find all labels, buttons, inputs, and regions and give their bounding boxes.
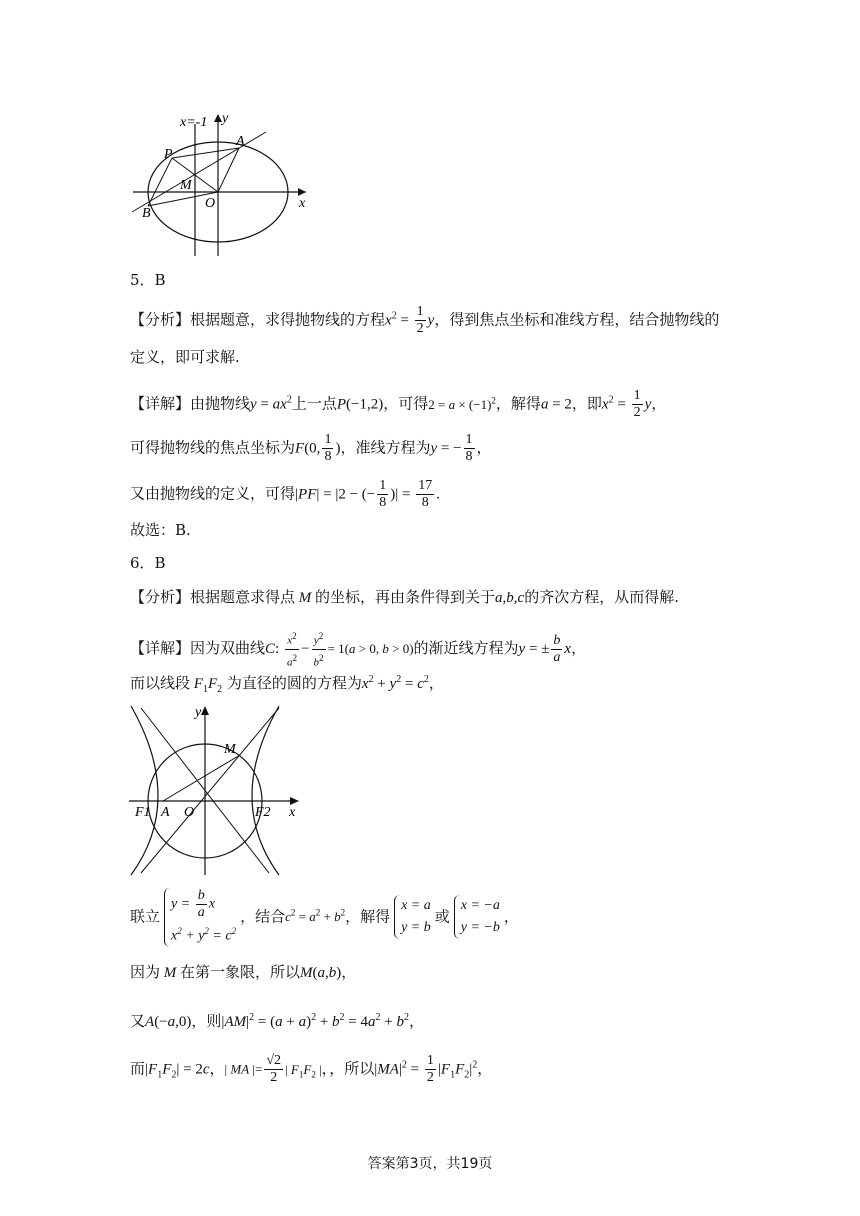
q5-analysis-pre: 根据题意，求得抛物线的方程: [190, 310, 386, 329]
fig1-label-O: O: [205, 196, 216, 211]
fig2-label-A: A: [161, 805, 170, 820]
fig1-label-xeq: x=-1: [180, 115, 208, 130]
q6-final-line: 而$|F_1F_2| = 2c$，| MA |= $\frac{√2}{2}$ | $F_1F_2$ |，，所以$|MA|^2$ = $\frac{1}{2}$ $|F_1F_2|^2$，: [130, 1053, 493, 1085]
fig2-label-F1: F1: [135, 805, 151, 820]
ellipse-figure: [128, 110, 318, 260]
q6-analysis: 【分析】根据题意求得点 M 的坐标，再由条件得到关于a,b,c的齐次方程，从而得解.: [130, 588, 679, 606]
q6-AM-line: 又A(−a,0)，则$|AM|^2 = (a + a)^2 + b^2 = 4a^2 + b^2$，: [130, 1012, 424, 1030]
q5-answer: 故选：B.: [130, 521, 191, 539]
q6-solve-line: 联立 y = $\frac{b}{a}$ x $x^2 + y^2 = c^2$ ，结合$c^2 = a^2 + b^2$，解得 x = a y = b 或 x = −a y = −b ，: [130, 888, 519, 947]
q5-analysis-tag: 【分析】: [130, 310, 191, 329]
fig1-label-y: y: [222, 111, 229, 126]
q5-header: 5．B: [130, 271, 166, 289]
fig2-label-M: M: [224, 742, 236, 757]
fig1-label-x: x: [299, 196, 306, 211]
fig1-label-M: M: [180, 178, 192, 193]
q5-focus-line: 可得抛物线的焦点坐标为F(0, $\frac{1}{8}$ )，准线方程为y = − $\frac{1}{8}$ ，: [130, 432, 492, 464]
fig2-label-y: y: [195, 705, 202, 720]
q6-quadrant-line: 因为 M 在第一象限，所以M(a,b)，: [130, 963, 357, 981]
q6-header: 6．B: [130, 554, 166, 572]
fig1-label-A: A: [236, 134, 245, 149]
fig2-label-x: x: [289, 805, 296, 820]
q5-definition-line: 又由抛物线的定义，可得|PF| = |2 − (− $\frac{1}{8}$ )| = $\frac{17}{8}$ .: [130, 478, 440, 510]
q6-circle-line: 而以线段 $F_1F_2$ 为直径的圆的方程为$x^2 + y^2 = c^2$，: [130, 674, 444, 695]
q5-analysis-line2: 定义，即可求解.: [130, 348, 240, 366]
q5-analysis: 【分析】根据题意，求得抛物线的方程$x^2$ = $\frac{1}{2}$ y，得到焦点坐标和准线方程，结合抛物线的: [130, 304, 720, 336]
fig1-label-B: B: [142, 206, 151, 221]
hyperbola-figure: [127, 702, 307, 877]
q5-analysis-post: ，得到焦点坐标和准线方程，结合抛物线的: [434, 310, 720, 329]
q6-detail: 【详解】因为双曲线C: $\frac{x^2}{a^2}$ − $\frac{y^2}{b^2}$ = 1(a > 0, b > 0)的渐近线方程为y = ± $\frac{b}{a}$ x，: [130, 628, 586, 670]
q5-detail: 【详解】由抛物线$y = ax^2$上一点P(−1,2)，可得$2 = a \times (-1)^2$，解得a = 2，即$x^2$ = $\frac{1}{2}$ y，: [130, 388, 667, 420]
fig2-label-O: O: [184, 805, 195, 820]
page-footer: 答案第3页，共19页: [367, 1156, 493, 1172]
fig2-label-F2: F2: [255, 805, 271, 820]
fig1-label-P: P: [164, 147, 173, 162]
